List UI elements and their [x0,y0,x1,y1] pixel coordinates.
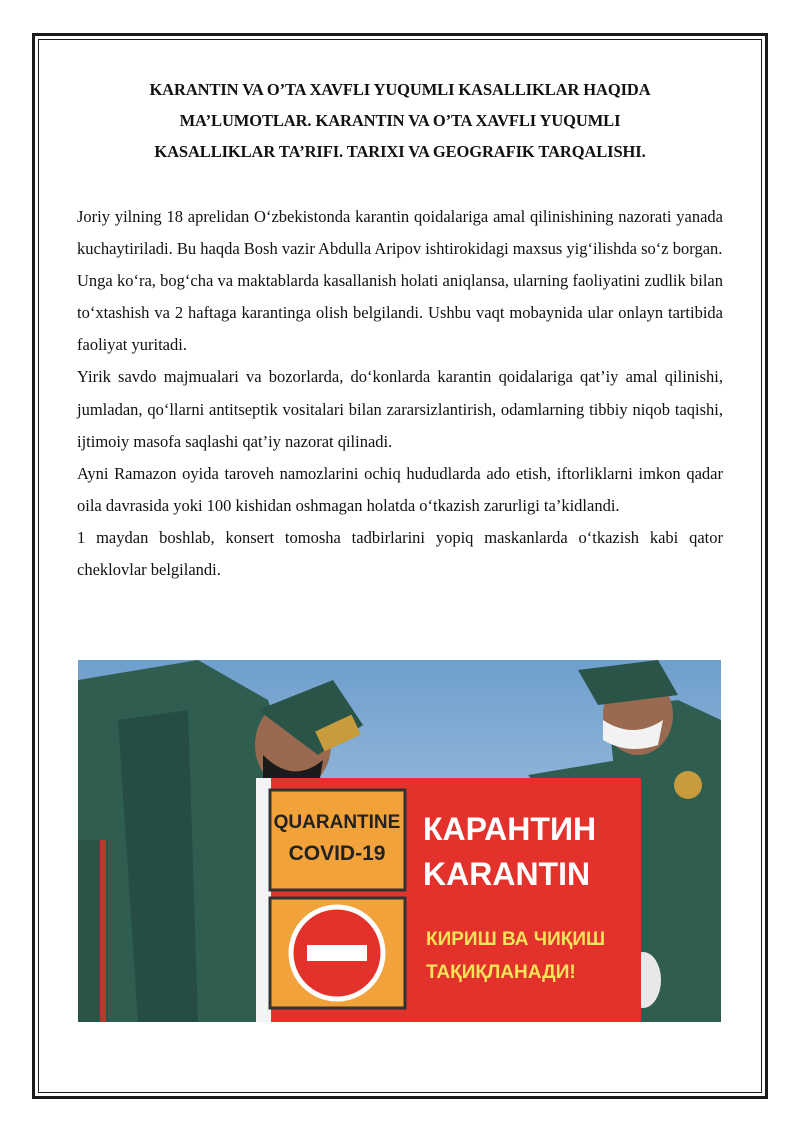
sign-forbidden-text: ТАҚИҚЛАНАДИ! [426,962,576,983]
paragraph-5: 1 maydan boshlab, konsert tomosha tadbirlarini yopiq maskanlarda o‘tkazish kabi qator cheklovlar belgilandi. [77,527,723,580]
quarantine-photo [78,660,721,1022]
paragraph-1: Joriy yilning 18 aprelidan O‘zbekistonda karantin qoidalariga amal qilinishining nazorati yanada kuchaytiriladi. Bu haqda Bosh vazir Abdulla Aripov ishtirokidagi maxsus yig‘ilishda so‘z borgan. [77,207,723,259]
quarantine-photo-illustration [78,660,721,1022]
paragraph-3: Yirik savdo majmualari va bozorlarda, do‘konlarda karantin qoidalariga qat’iy amal qilinishi, jumladan, qo‘llarni antitseptik vositalari bilan zararsizlantirish, odamlarning tibbiy niqob taqishi, ijtimoiy masofa saqlashi qat’iy nazorat qilinadi. [77,367,723,451]
document-body [77,201,723,586]
sign-quarantine-text: QUARANTINE [273,812,401,833]
quarantine-sign [256,778,641,1022]
document-title [70,74,730,167]
title-line-3: KASALLIKLAR TA’RIFI. TARIXI VA GEOGRAFIK TARQALISHI. [154,142,646,161]
title-line-1: KARANTIN VA O’TA XAVFLI YUQUMLI KASALLIKLAR HAQIDA [149,80,651,99]
paragraph-4: Ayni Ramazon oyida taroveh namozlarini ochiq hududlarda ado etish, iftorliklarni imkon qadar oila davrasida yoki 100 kishidan oshmagan holatda o‘tkazish zarurligi ta’kidlandi. [77,463,723,515]
sign-entry-exit-text: КИРИШ ВА ЧИҚИШ [426,929,606,950]
sign-karantin-latin: KARANTIN [423,856,591,892]
title-line-2: MA’LUMOTLAR. KARANTIN VA O’TA XAVFLI YUQUMLI [179,111,621,130]
paragraph-2: Unga ko‘ra, bog‘cha va maktablarda kasallanish holati aniqlansa, ularning faoliyatini zudlik bilan to‘xtashish va 2 haftaga karantinga olish belgilandi. Ushbu vaqt mobaynida ular onlayn tartibida faoliyat yuritadi. [77,271,723,355]
sign-left-panel [270,790,405,890]
sign-covid-text: COVID-19 [288,842,386,865]
sign-karantin-cyrillic: КАРАНТИН [423,811,597,847]
